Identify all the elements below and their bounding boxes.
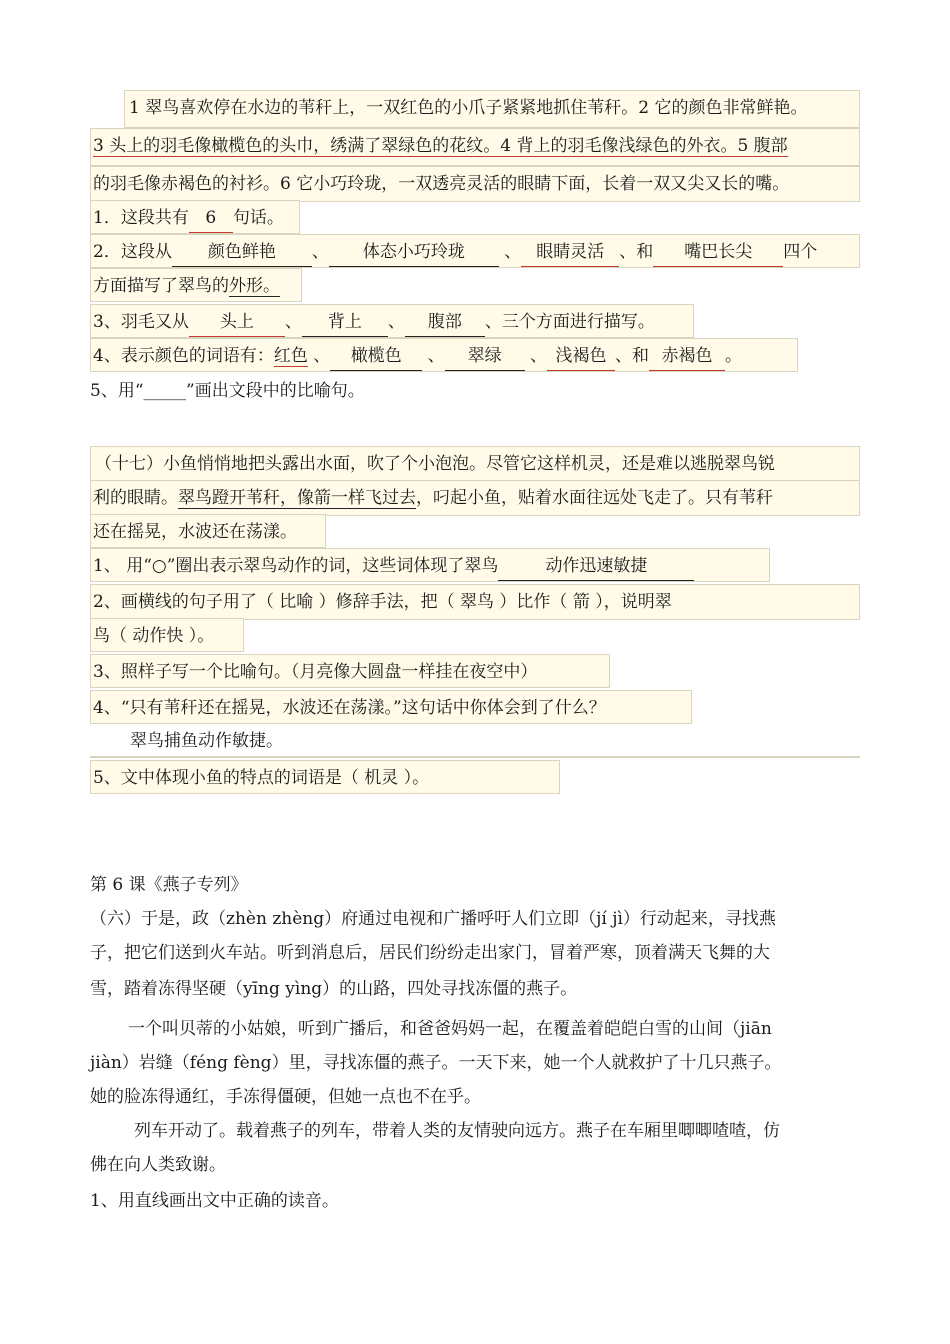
p1-question-3: 3、羽毛又从 头上 、 背上 、 腹部 、三个方面进行描写。 [90,304,694,338]
lesson6-line-2: 子，把它们送到火车站。听到消息后，居民们纷纷走出家门，冒着严寒，顶着满天飞舞的大 [90,943,770,963]
p2-question-4-answer: 翠鸟捕鱼动作敏捷。 [90,724,860,758]
p1-question-5: 5、用“_____”画出文段中的比喻句。 [90,381,365,401]
p1-question-4: 4、表示颜色的词语有：红色 、 橄榄色 、 翠绿 、 浅褐色 、和 赤褐色 。 [90,338,798,372]
lesson6-line-6: 她的脸冻得通红，手冻得僵硬，但她一点也不在乎。 [90,1087,481,1107]
p2-line-1: （十七）小鱼悄悄地把头露出水面，吹了个小泡泡。尽管它这样机灵，还是难以逃脱翠鸟锐 [90,446,860,482]
lesson6-title: 第 6 课《燕子专列》 [90,875,248,895]
lesson6-line-7: 列车开动了。载着燕子的列车，带着人类的友情驶向远方。燕子在车厢里唧唧喳喳，仿 [134,1121,780,1141]
p1-question-1: 1．这段共有 6 句话。 [90,200,300,234]
p2-question-1: 1、 用“○”圈出表示翠鸟动作的词，这些词体现了翠鸟 动作迅速敏捷 [90,548,770,582]
p2-question-2-cont: 鸟（ 动作快 ）。 [90,618,244,652]
lesson6-question-1: 1、用直线画出文中正确的读音。 [90,1191,339,1211]
p1-line-2: 3 头上的羽毛像橄榄色的头巾，绣满了翠绿色的花纹。4 背上的羽毛像浅绿色的外衣。5 腹部 [90,128,860,166]
p2-line-3: 还在摇晃，水波还在荡漾。 [90,514,326,548]
p2-question-4: 4、“只有苇秆还在摇晃，水波还在荡漾。”这句话中你体会到了什么？ [90,690,692,724]
lesson6-line-4: 一个叫贝蒂的小姑娘，听到广播后，和爸爸妈妈一起，在覆盖着皑皑白雪的山间（jiān [128,1019,772,1039]
lesson6-line-5: jiàn）岩缝（féng fèng）里，寻找冻僵的燕子。一天下来，她一个人就救护了十几只燕子。 [90,1053,782,1073]
p2-question-3: 3、照样子写一个比喻句。（月亮像大圆盘一样挂在夜空中） [90,654,610,688]
lesson6-line-3: 雪，踏着冻得坚硬（yīng yìng）的山路，四处寻找冻僵的燕子。 [90,979,578,999]
lesson6-line-1: （六）于是，政（zhèn zhèng）府通过电视和广播呼吁人们立即（jí jì）行动起来，寻找燕 [90,909,776,929]
p1-line-1: 1 翠鸟喜欢停在水边的苇秆上，一双红色的小爪子紧紧地抓住苇秆。2 它的颜色非常鲜艳。 [124,90,860,128]
p1-line-3: 的羽毛像赤褐色的衬衫。6 它小巧玲珑，一双透亮灵活的眼睛下面，长着一双又尖又长的嘴。 [90,166,860,202]
p1-question-2-cont: 方面描写了翠鸟的外形。 [90,268,302,302]
p2-line-2: 利的眼睛。翠鸟蹬开苇秆，像箭一样飞过去，叼起小鱼，贴着水面往远处飞走了。只有苇秆 [90,480,860,516]
p2-question-2: 2、画横线的句子用了（ 比喻 ）修辞手法，把（ 翠鸟 ）比作（ 箭 ），说明翠 [90,584,860,620]
p1-question-2: 2．这段从 颜色鲜艳 、 体态小巧玲珑 、 眼睛灵活 、和 嘴巴长尖 四个 [90,234,860,268]
lesson6-line-8: 佛在向人类致谢。 [90,1155,226,1175]
p2-question-5: 5、文中体现小鱼的特点的词语是（ 机灵 ）。 [90,760,560,794]
